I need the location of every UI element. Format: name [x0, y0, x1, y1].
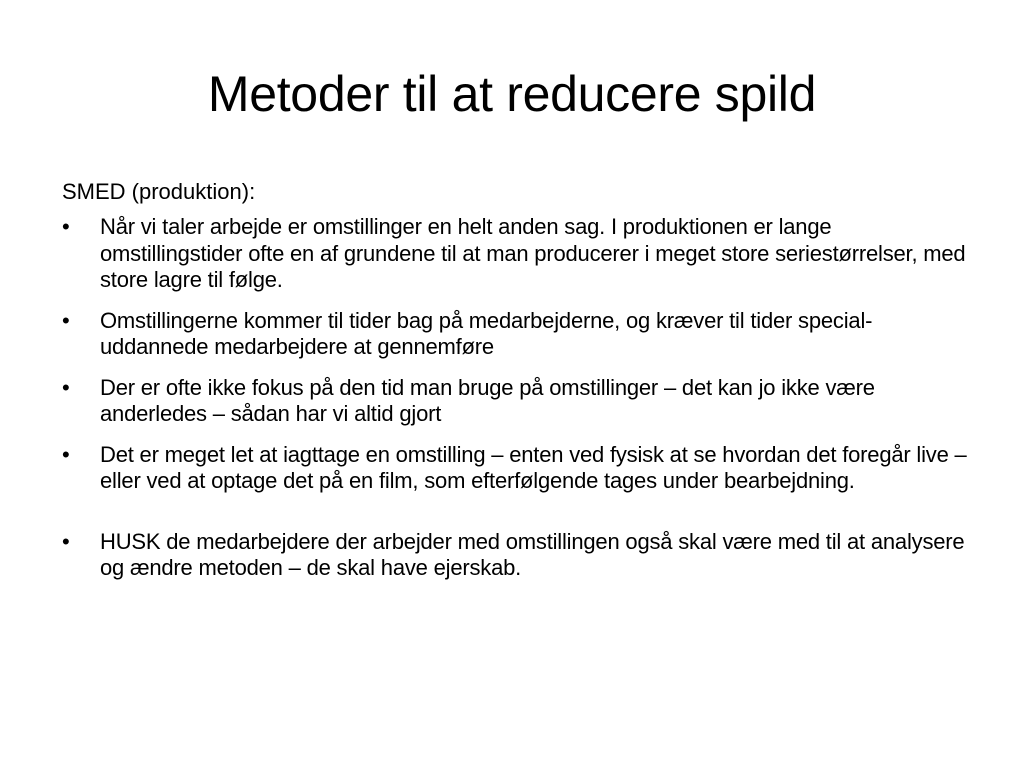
bullet-text: Omstillingerne kommer til tider bag på medarbejderne, og kræver til tider special-uddannede medarbejdere at gennemføre: [100, 307, 873, 359]
bullet-icon: •: [62, 528, 70, 554]
bullet-text: HUSK de medarbejdere der arbejder med omstillingen også skal være med til at analysere og ændre metoden – de skal have ejerskab.: [100, 528, 965, 580]
bullet-text: Der er ofte ikke fokus på den tid man bruge på omstillinger – det kan jo ikke være anderledes – sådan har vi altid gjort: [100, 374, 875, 426]
bullet-item: [62, 529, 972, 582]
bullet-text: Når vi taler arbejde er omstillinger en helt anden sag. I produktionen er lange omstillingstider ofte en af grundene til at man producerer i meget store seriestørrelser, med store lagre til følge.: [100, 214, 966, 292]
slide-content: [62, 178, 972, 596]
intro-text: SMED (produktion):: [62, 179, 256, 204]
bullet-item: [62, 442, 972, 495]
bullet-text: Det er meget let at iagttage en omstilling – enten ved fysisk at se hvordan det foregår live – eller ved at optage det på en film, som efterfølgende tages under bearbejdning.: [100, 441, 967, 493]
bullet-icon: •: [62, 441, 70, 467]
bullet-item: [62, 375, 972, 428]
bullet-icon: •: [62, 214, 70, 239]
bullet-icon: •: [62, 307, 70, 333]
bullet-item: [62, 214, 972, 294]
bullet-icon: •: [62, 374, 70, 400]
bullet-list: [62, 214, 972, 582]
slide-title: Metoder til at reducere spild: [207, 66, 817, 122]
bullet-item: [62, 308, 972, 361]
